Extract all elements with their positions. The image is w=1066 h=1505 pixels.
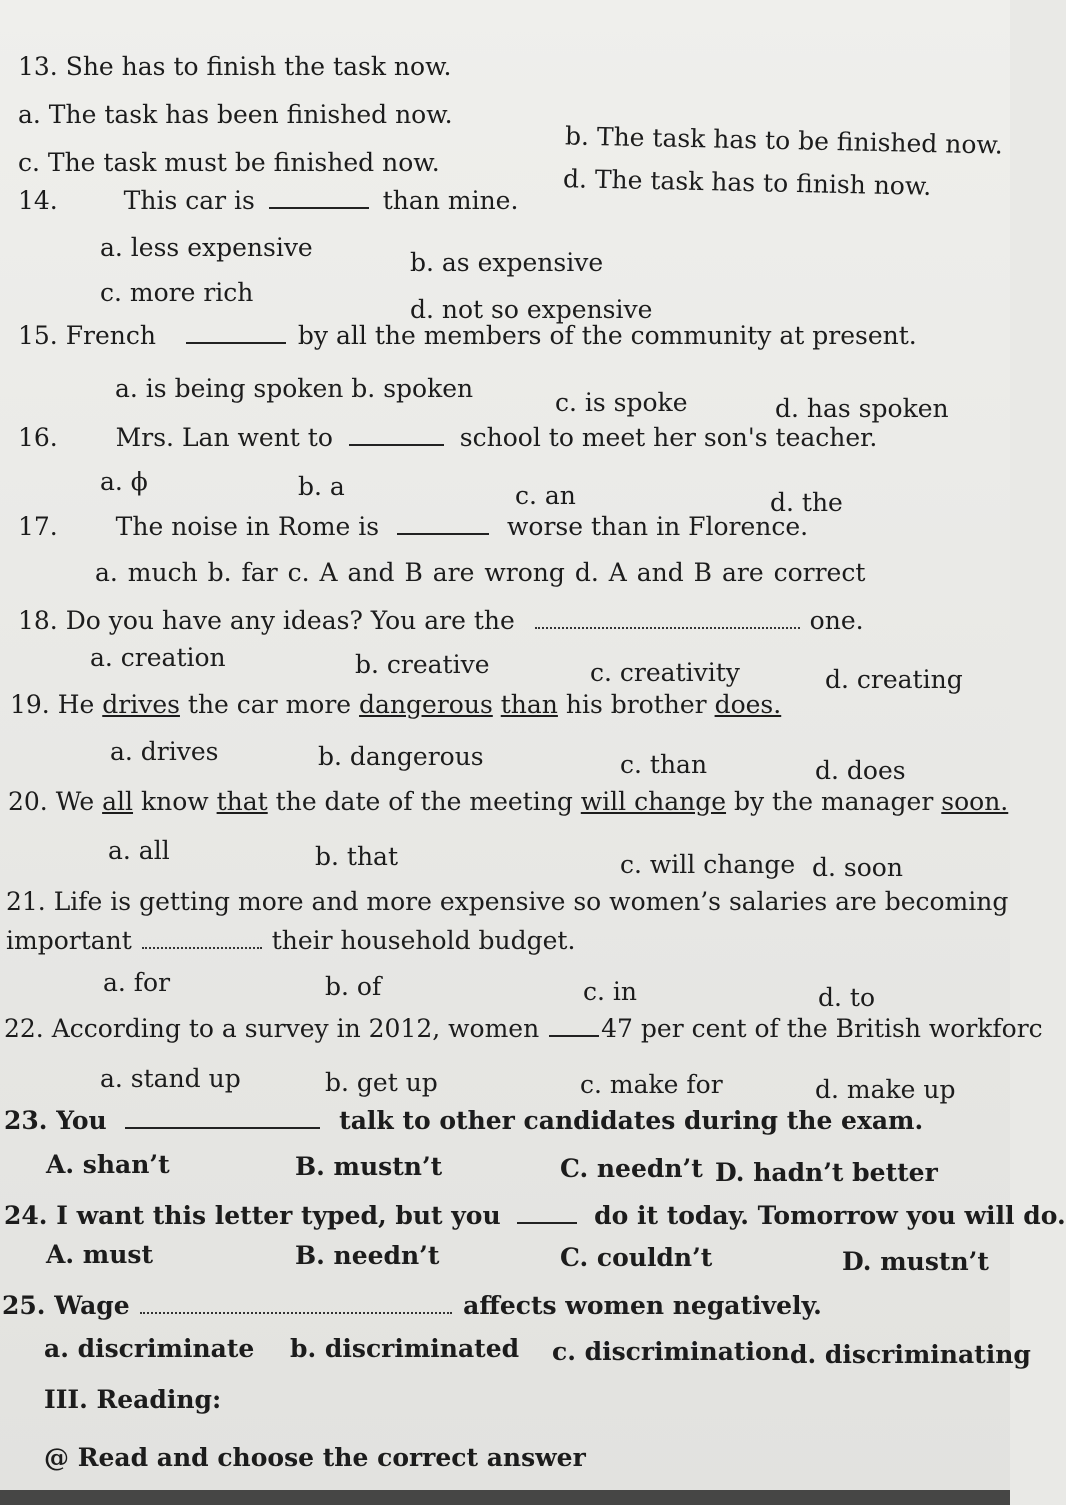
q18-option-b: b. creative: [355, 650, 490, 679]
q16-option-c: c. an: [515, 481, 576, 510]
q23-stem: [4, 1105, 923, 1136]
q13-option-a: a. The task has been finished now.: [18, 100, 453, 129]
q14-text-after: than mine.: [382, 186, 519, 215]
q24-stem: [4, 1200, 1066, 1231]
q15-option-c: c. is spoke: [555, 388, 688, 417]
q19-text-4: his brother: [557, 690, 715, 719]
q19-text-2: the car more: [179, 690, 360, 719]
q20-stem: [8, 787, 1008, 817]
q21-option-b: b. of: [325, 972, 382, 1001]
q19-stem: [10, 690, 781, 720]
q23-blank: [125, 1105, 320, 1129]
q17-stem: [18, 511, 808, 542]
q16-blank: [349, 422, 444, 446]
q25-option-a: a. discriminate: [44, 1334, 255, 1363]
q24-option-c: C. couldn’t: [560, 1243, 713, 1272]
q15-blank: [186, 320, 286, 344]
q16-option-a: a. ϕ: [100, 467, 148, 496]
q23-option-c: C. needn’t: [560, 1154, 703, 1183]
q21-option-d: d. to: [818, 983, 875, 1012]
q19-option-a: a. drives: [110, 737, 219, 766]
q23-text-before: 23. You: [4, 1106, 107, 1135]
q17-text-after: worse than in Florence.: [507, 512, 809, 541]
q20-text-3: the date of the meeting: [267, 787, 581, 816]
q25-option-c: c. discrimination: [552, 1337, 790, 1366]
q15-text-after: by all the members of the community at present.: [297, 321, 917, 350]
q20-text-1: 20. We: [8, 787, 103, 816]
q24-blank: [517, 1200, 577, 1224]
q18-text-after: one.: [809, 606, 864, 635]
q19-underlined-than: than: [500, 690, 558, 719]
q20-option-a: a. all: [108, 836, 170, 865]
q25-option-d: d. discriminating: [790, 1340, 1031, 1369]
q19-option-c: c. than: [620, 750, 708, 779]
q19-underlined-drives: drives: [102, 690, 180, 719]
q13-stem: 13. She has to finish the task now.: [18, 52, 452, 81]
q18-option-c: c. creativity: [590, 658, 740, 687]
q22-text-after: 47 per cent of the British workforc: [601, 1014, 1043, 1043]
q14-option-c: c. more rich: [100, 278, 254, 307]
reading-heading: III. Reading:: [44, 1385, 222, 1414]
q15-text-before: 15. French: [18, 321, 157, 350]
q14-option-a: a. less expensive: [100, 233, 313, 262]
page-bottom-shadow: [0, 1490, 1010, 1505]
q19-underlined-dangerous: dangerous: [359, 690, 493, 719]
q13-option-b: b. The task has to be finished now.: [564, 121, 1004, 160]
q16-option-b: b. a: [298, 472, 345, 501]
q23-option-a: A. shan’t: [46, 1150, 170, 1179]
q23-option-b: B. mustn’t: [295, 1152, 443, 1181]
q14-text-before: This car is: [123, 186, 255, 215]
q21-stem-line2: [6, 925, 575, 956]
q25-blank: [140, 1290, 452, 1314]
q14-stem: [18, 185, 518, 216]
q24-option-a: A. must: [46, 1240, 154, 1269]
q22-stem: [4, 1013, 1043, 1044]
q25-text-before: 25. Wage: [2, 1291, 130, 1320]
q16-text-after: school to meet her son's teacher.: [459, 423, 878, 452]
q24-text-before: 24. I want this letter typed, but you: [4, 1201, 501, 1230]
q21-text-before: important: [6, 926, 132, 955]
q19-option-b: b. dangerous: [318, 742, 484, 771]
q17-options: a. much b. far c. A and B are wrong d. A and B are correct: [95, 558, 866, 587]
q17-text-before: The noise in Rome is: [115, 512, 380, 541]
q19-text-3: [493, 690, 501, 719]
q20-option-b: b. that: [315, 842, 398, 871]
q13-option-c: c. The task must be finished now.: [18, 148, 440, 177]
q20-text-4: by the manager: [726, 787, 942, 816]
q16-number: 16.: [18, 423, 58, 452]
q16-option-d: d. the: [770, 488, 843, 517]
q16-stem: [18, 422, 877, 453]
q22-option-d: d. make up: [815, 1075, 956, 1104]
q15-option-d: d. has spoken: [775, 394, 949, 423]
q22-blank: [549, 1013, 599, 1037]
q14-number: 14.: [18, 186, 58, 215]
q23-text-after: talk to other candidates during the exam.: [339, 1106, 924, 1135]
q22-option-b: b. get up: [325, 1068, 438, 1097]
q20-underlined-soon: soon.: [941, 787, 1009, 816]
q20-option-c: c. will change: [620, 850, 796, 879]
q24-option-b: B. needn’t: [295, 1241, 440, 1270]
q21-stem-line1: 21. Life is getting more and more expensive so women’s salaries are becoming: [6, 887, 1009, 916]
q18-blank: [535, 605, 800, 629]
q14-option-d: d. not so expensive: [410, 295, 653, 324]
q18-option-a: a. creation: [90, 643, 226, 672]
q19-underlined-does: does.: [714, 690, 782, 719]
q15-stem: [18, 320, 917, 351]
q13-option-d: d. The task has to finish now.: [562, 164, 932, 201]
q23-option-d: D. hadn’t better: [715, 1158, 938, 1187]
q21-blank: [142, 925, 262, 949]
q20-option-d: d. soon: [812, 853, 903, 882]
q18-text-before: 18. Do you have any ideas? You are the: [18, 606, 515, 635]
q21-text-after: their household budget.: [271, 926, 576, 955]
q20-underlined-will-change: will change: [580, 787, 727, 816]
q16-text-before: Mrs. Lan went to: [115, 423, 333, 452]
q18-option-d: d. creating: [825, 665, 963, 694]
q19-option-d: d. does: [815, 756, 906, 785]
q17-blank: [397, 511, 489, 535]
q15-option-ab: a. is being spoken b. spoken: [115, 374, 474, 403]
q18-stem: [18, 605, 864, 636]
q19-text-1: 19. He: [10, 690, 103, 719]
q21-option-c: c. in: [583, 977, 637, 1006]
q21-option-a: a. for: [103, 968, 171, 997]
q22-option-c: c. make for: [580, 1070, 723, 1099]
q22-text-before: 22. According to a survey in 2012, women: [4, 1014, 540, 1043]
q20-underlined-all: all: [102, 787, 134, 816]
q24-text-after: do it today. Tomorrow you will do.: [594, 1201, 1066, 1230]
q14-blank: [269, 185, 369, 209]
q25-stem: [2, 1290, 822, 1321]
q14-option-b: b. as expensive: [410, 248, 604, 277]
q24-option-d: D. mustn’t: [842, 1247, 989, 1276]
q22-option-a: a. stand up: [100, 1064, 241, 1093]
q20-text-2: know: [133, 787, 217, 816]
reading-instruction: @ Read and choose the correct answer: [44, 1443, 586, 1472]
q17-number: 17.: [18, 512, 58, 541]
q20-underlined-that: that: [216, 787, 268, 816]
q25-option-b: b. discriminated: [290, 1334, 520, 1363]
q25-text-after: affects women negatively.: [463, 1291, 822, 1320]
